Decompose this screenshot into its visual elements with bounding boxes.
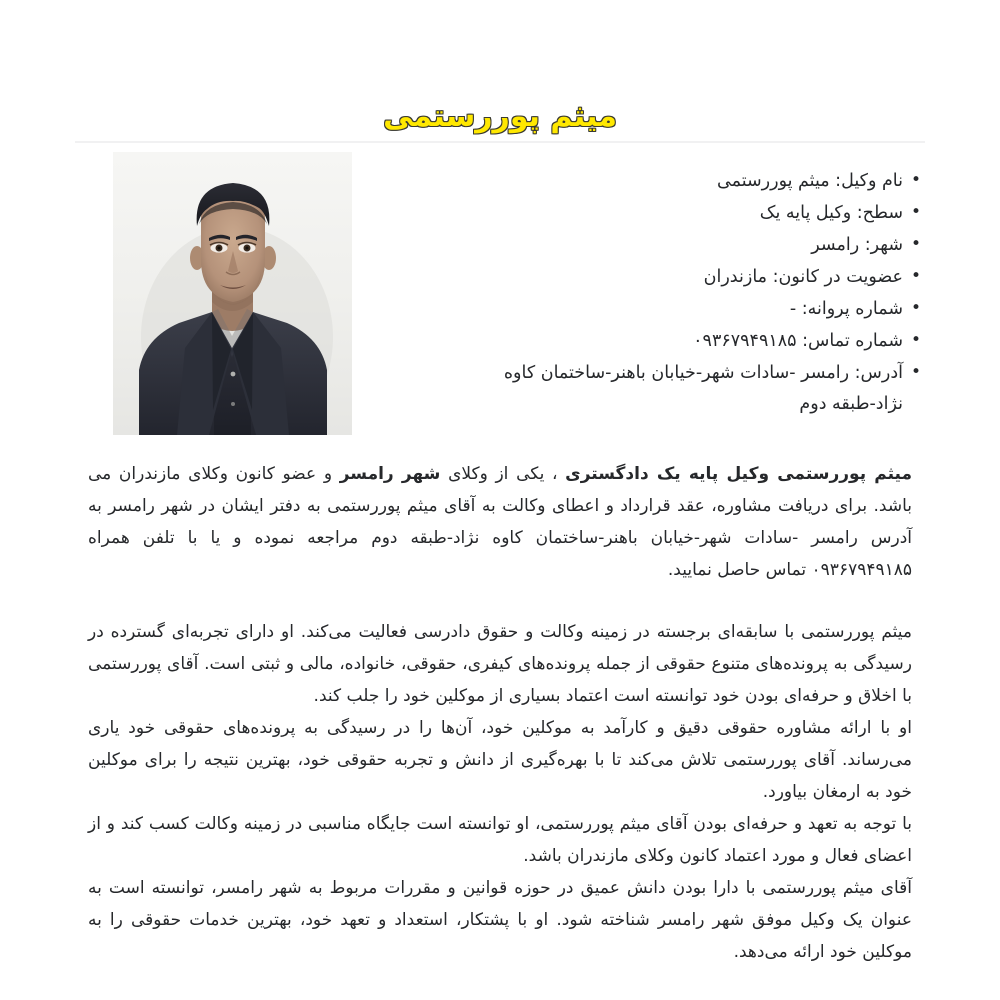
header-divider [75, 141, 925, 143]
page-title-container [0, 78, 1000, 156]
list-item: • شهر: رامسر [473, 230, 903, 261]
lead-mid-1: ، یکی از وکلای [440, 464, 566, 484]
lead-bold-city: شهر رامسر [339, 464, 441, 484]
body-paragraph: میثم پوررستمی با سابقه‌ای برجسته در زمینه وکالت و حقوق دادرسی فعالیت می‌کند. او دارای تجربه‌ای گسترده در رسیدگی به پرونده‌های متنوع حقوقی از جمله پرونده‌های کیفری، حقوقی، خانواده، مالی و ثبتی است. آقای پوررستمی با اخلاق و حرفه‌ای بودن خود توانسته است اعتماد بسیاری از موکلین خود را جلب کند. [88, 622, 912, 706]
list-item: • شماره تماس: ۰۹۳۶۷۹۴۹۱۸۵ [473, 326, 903, 357]
body-paragraph: با توجه به تعهد و حرفه‌ای بودن آقای میثم پوررستمی، او توانسته است جایگاه مناسبی در زمینه وکالت کسب کند و از اعضای فعال و مورد اعتماد کانون وکلای مازندران باشد. [88, 814, 912, 866]
lead-bold-name: میثم پوررستمی وکیل پایه یک دادگستری [565, 464, 912, 484]
portrait-illustration [113, 152, 352, 435]
lead-paragraph [88, 458, 912, 586]
article-body [88, 458, 912, 968]
body-paragraph-block [88, 616, 912, 968]
page-title: میثم پوررستمی [383, 99, 617, 135]
body-paragraph: او با ارائه مشاوره حقوقی دقیق و کارآمد به موکلین خود، آن‌ها را در رسیدگی به پرونده‌های حقوقی خود یاری می‌رساند. آقای پوررستمی تلاش می‌کند تا با بهره‌گیری از دانش و تجربه حقوقی خود، بهترین نتیجه را برای موکلین خود به ارمغان بیاورد. [88, 718, 912, 802]
list-item: • عضویت در کانون: مازندران [473, 262, 903, 293]
list-item: • آدرس: رامسر -سادات شهر-خیابان باهنر-ساختمان کاوه نژاد-طبقه دوم [473, 358, 903, 420]
lead-mid-2: و عضو کانون وکلای مازندران می باشد. [88, 464, 912, 516]
lead-second-line: برای دریافت مشاوره، عقد قرارداد و اعطای وکالت به آقای میثم پوررستمی به دفتر ایشان در شهر رامسر به آدرس رامسر -سادات شهر-خیابان باهنر-ساختمان کاوه نژاد-طبقه دوم مراجعه نموده و یا با تلفن همراه ۰۹۳۶۷۹۴۹۱۸۵ تماس حاصل نمایید. [88, 496, 912, 580]
body-paragraph: آقای میثم پوررستمی با دارا بودن دانش عمیق در حوزه قوانین و مقررات مربوط به شهر رامسر، توانسته است به عنوان یک وکیل موفق شهر رامسر شناخته شود. او با پشتکار، استعداد و تعهد خود، بهترین خدمات حقوقی را به موکلین خود ارائه می‌دهد. [88, 878, 912, 962]
list-item: • سطح: وکیل پایه یک [473, 198, 903, 229]
lawyer-portrait-photo [113, 152, 352, 435]
list-item: • نام وکیل: میثم پوررستمی [473, 166, 903, 197]
list-item: • شماره پروانه: - [473, 294, 903, 325]
lawyer-info-list [473, 166, 925, 421]
